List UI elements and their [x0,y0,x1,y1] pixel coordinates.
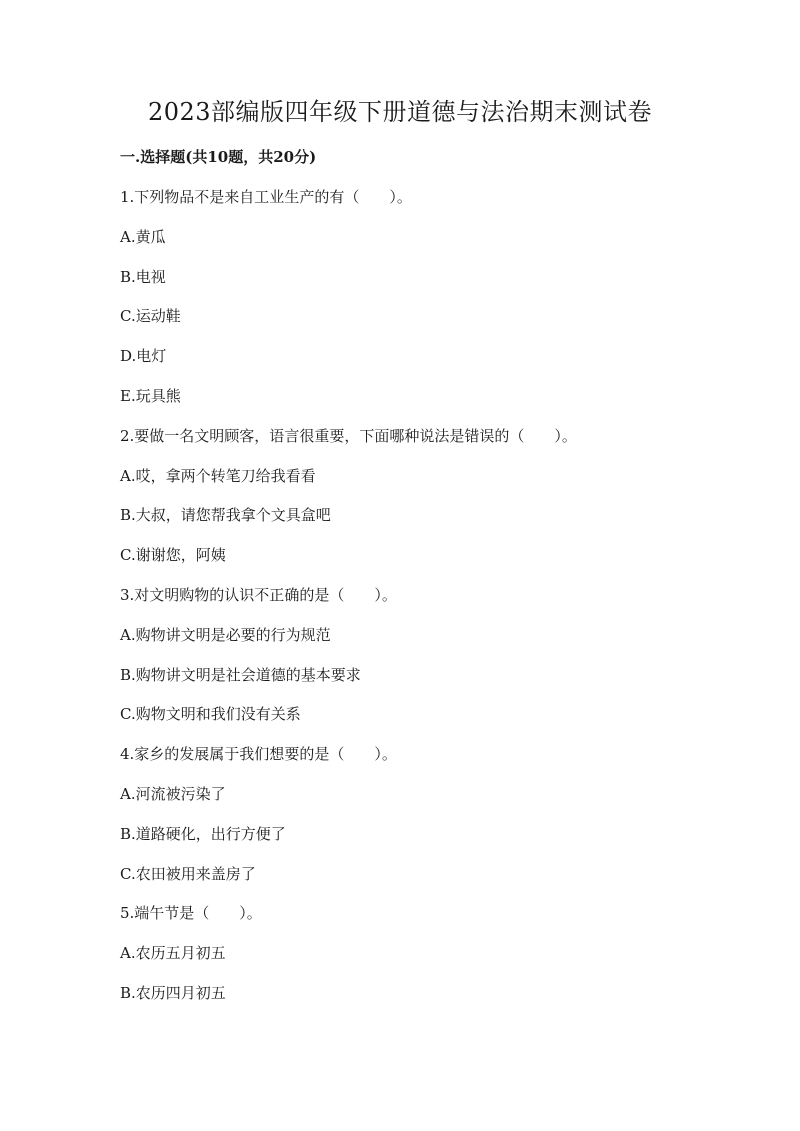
question-4-option-c: C.农田被用来盖房了 [120,864,256,883]
question-3-option-c: C.购物文明和我们没有关系 [120,705,301,724]
question-4-option-b: B.道路硬化，出行方便了 [120,824,286,843]
question-4: 4.家乡的发展属于我们想要的是（ ）。 [120,745,397,764]
question-5: 5.端午节是（ ）。 [120,904,262,923]
question-2: 2.要做一名文明顾客，语言很重要，下面哪种说法是错误的（ ）。 [120,426,577,445]
question-1-option-c: C.运动鞋 [120,307,181,326]
question-5-option-b: B.农历四月初五 [120,983,226,1002]
question-1-option-b: B.电视 [120,267,166,286]
question-4-option-a: A.河流被污染了 [120,784,226,803]
question-2-option-b: B.大叔，请您帮我拿个文具盒吧 [120,506,331,525]
question-1-option-e: E.玩具熊 [120,386,181,405]
section-heading: 一.选择题(共10题，共20分) [120,148,317,166]
question-3-option-a: A.购物讲文明是必要的行为规范 [120,625,331,644]
question-2-option-a: A.哎，拿两个转笔刀给我看看 [120,466,316,485]
question-3-option-b: B.购物讲文明是社会道德的基本要求 [120,665,361,684]
question-2-option-c: C.谢谢您，阿姨 [120,546,226,565]
question-1-option-a: A.黄瓜 [120,227,166,246]
question-1-option-d: D.电灯 [120,347,167,366]
question-1: 1.下列物品不是来自工业生产的有（ ）。 [120,188,412,206]
question-list [120,186,720,1022]
page-title: 2023部编版四年级下册道德与法治期末测试卷 [147,98,653,126]
question-5-option-a: A.农历五月初五 [120,944,226,963]
question-3: 3.对文明购物的认识不正确的是（ ）。 [120,585,397,604]
